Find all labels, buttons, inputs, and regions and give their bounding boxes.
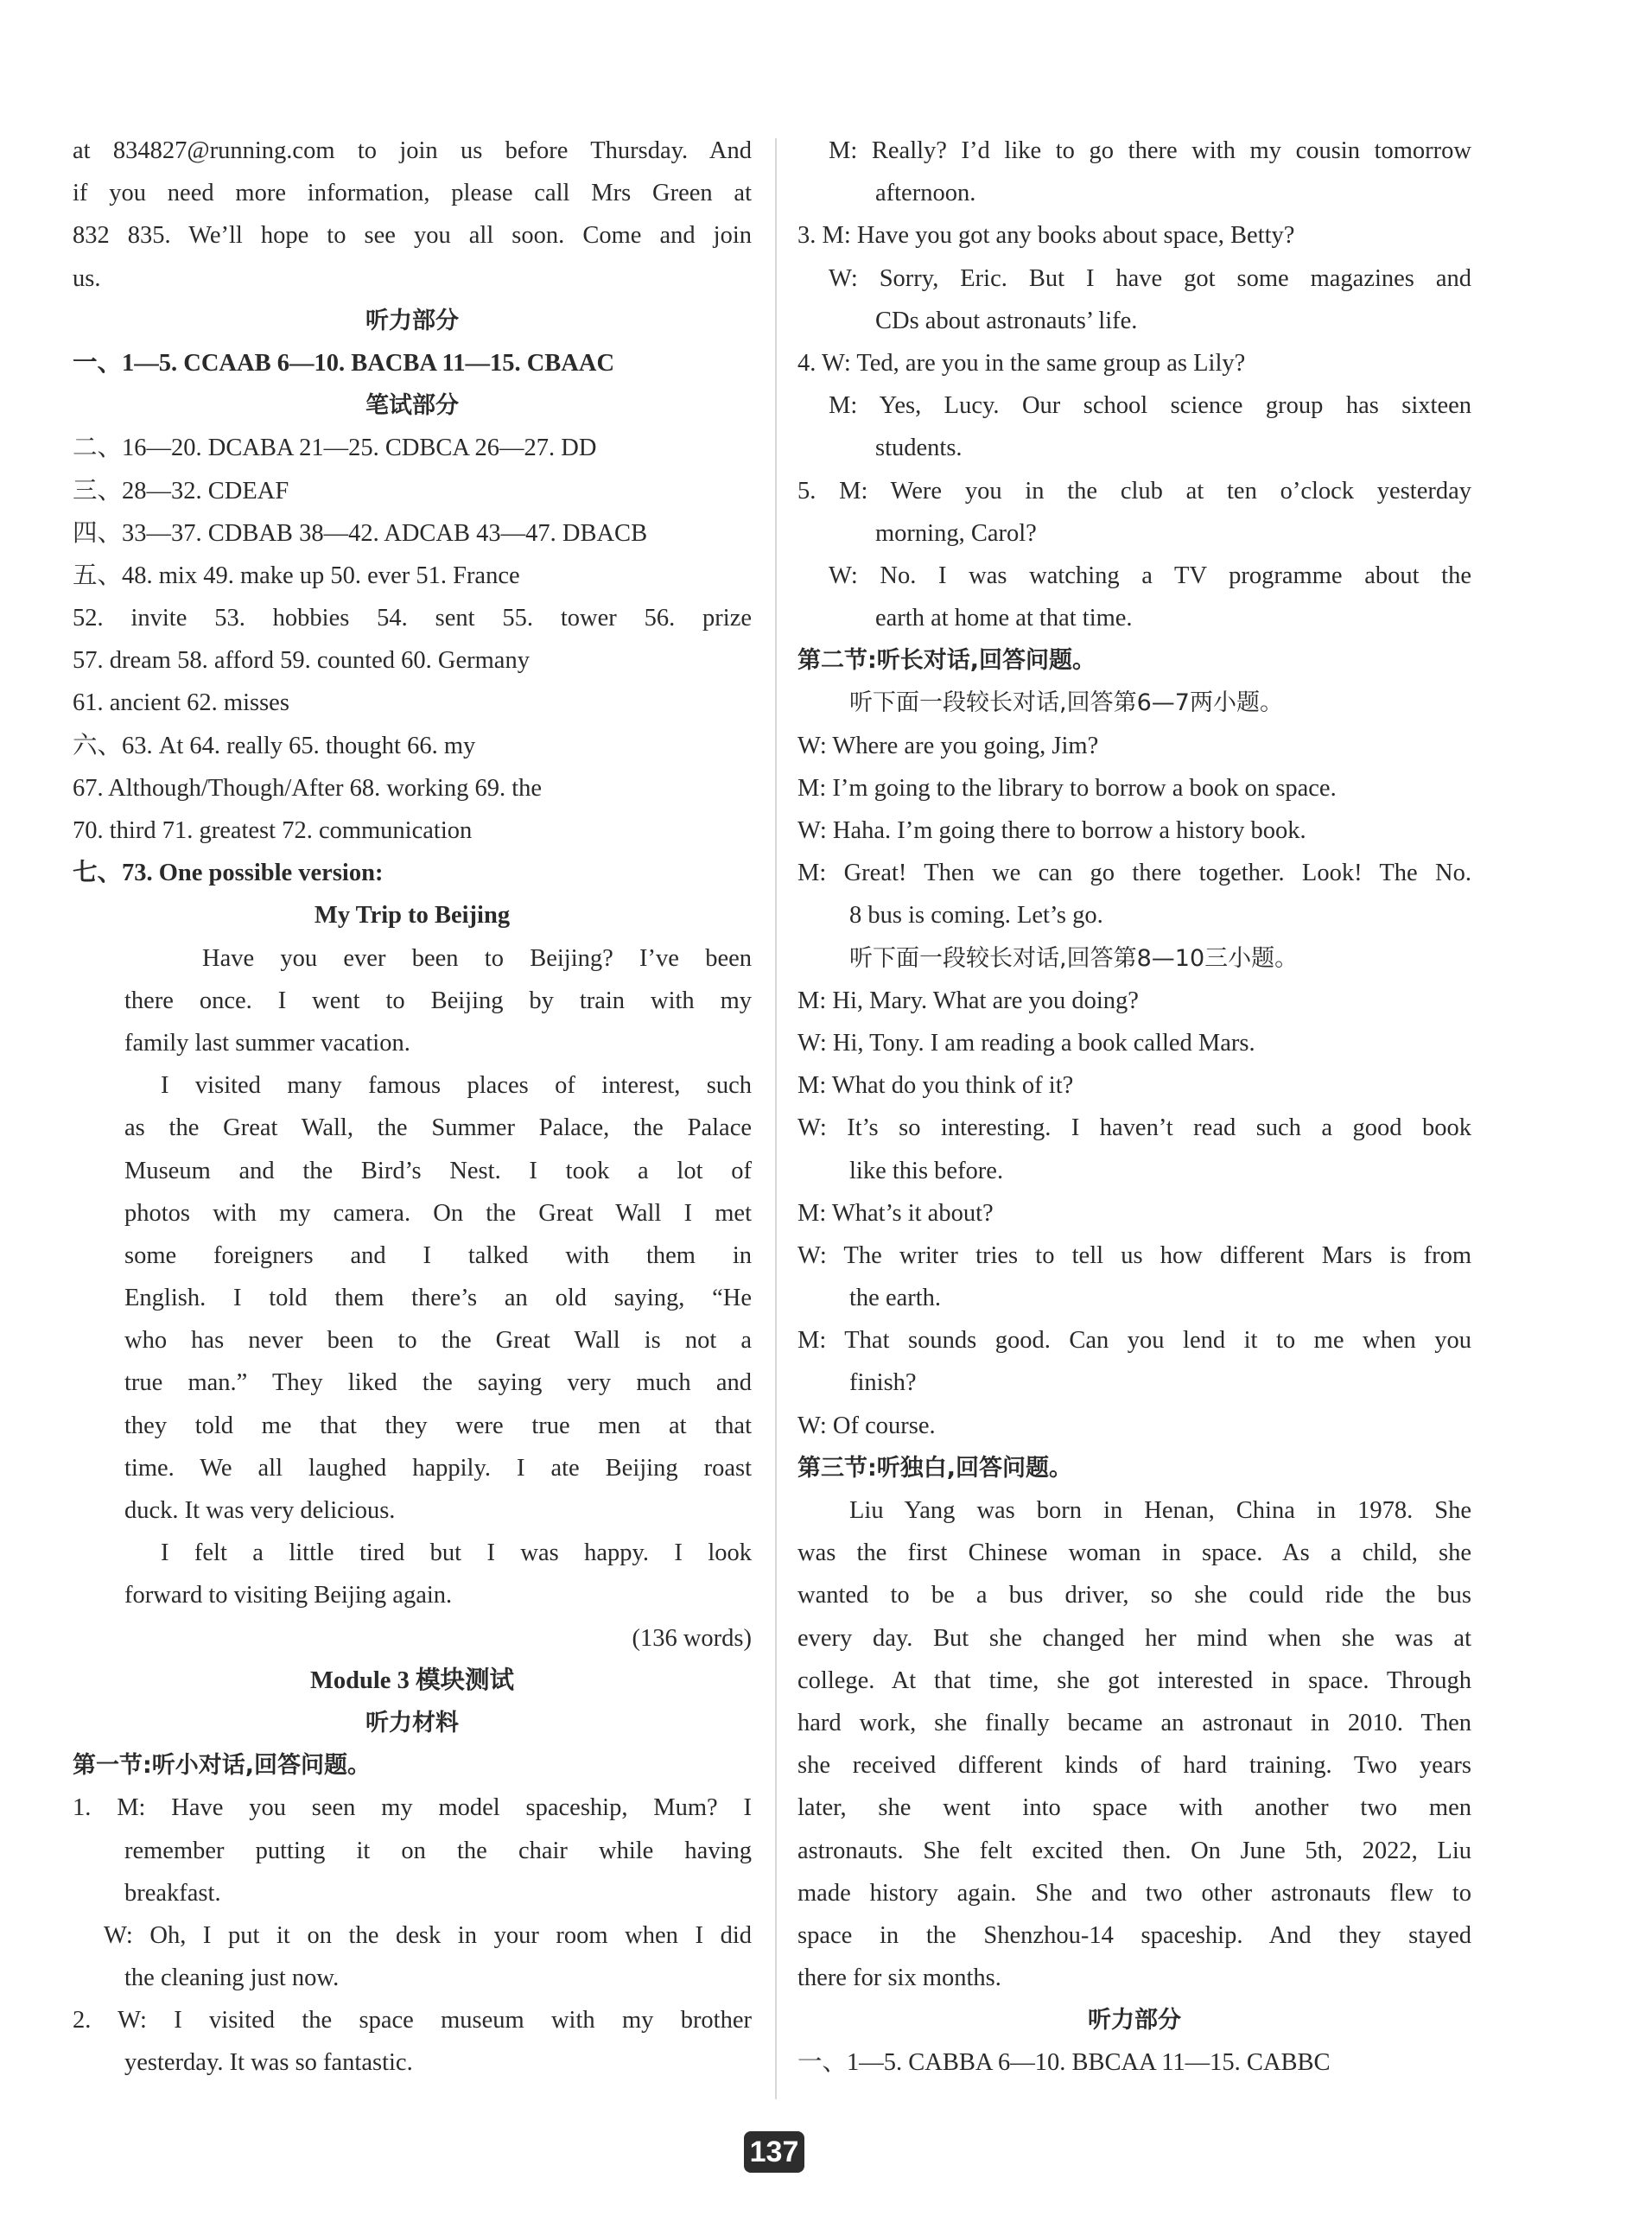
text-line: college. At that time, she got interested in space. Through [797,1666,1471,1694]
text-line: 52. invite 53. hobbies 54. sent 55. tower 56. prize [73,605,752,632]
text-line: students. [875,435,963,462]
text-line: English. I told them there’s an old saying, “He [124,1285,752,1312]
text-line: family last summer vacation. [124,1029,410,1057]
text-line: space in the Shenzhou-14 spaceship. And they stayed [797,1921,1471,1949]
text-line: hard work, she finally became an astronaut in 2010. Then [797,1709,1471,1736]
text-line: 二、16—20. DCABA 21—25. CDBCA 26—27. DD [73,435,597,462]
text-line: 六、63. At 64. really 65. thought 66. my [73,732,476,759]
text-line: 五、48. mix 49. make up 50. ever 51. France [73,562,520,589]
text-line: wanted to be a bus driver, so she could ride the bus [797,1582,1471,1609]
text-line: M: What’s it about? [797,1199,994,1227]
text-line: W: Where are you going, Jim? [797,732,1099,759]
text-line: later, she went into space with another two men [797,1794,1471,1822]
text-line: 5. M: Were you in the club at ten o’clock yesterday [797,477,1471,505]
text-line: W: Hi, Tony. I am reading a book called Mars. [797,1029,1255,1057]
text-line: some foreigners and I talked with them in [124,1241,752,1269]
right-column [797,130,1471,2085]
text-line: W: Haha. I’m going there to borrow a history book. [797,817,1306,844]
text-line: 听下面一段较长对话,回答第6—7两小题。 [849,689,1283,717]
text-line: W: No. I was watching a TV programme about the [829,562,1471,589]
text-line: Liu Yang was born in Henan, China in 1978. She [849,1497,1471,1524]
text-line: every day. But she changed her mind when she was at [797,1624,1471,1652]
text-line: 听力材料 [365,1709,459,1736]
text-line: was the first Chinese woman in space. As a child, she [797,1539,1471,1567]
text-line: she received different kinds of hard training. Two years [797,1752,1471,1780]
text-line: remember putting it on the chair while having [124,1837,752,1864]
text-line: morning, Carol? [875,519,1037,547]
text-line: 七、73. One possible version: [73,860,384,887]
text-line: W: The writer tries to tell us how different Mars is from [797,1241,1471,1269]
text-line: forward to visiting Beijing again. [124,1582,453,1609]
text-line: the earth. [849,1285,942,1312]
text-line: made history again. She and two other astronauts flew to [797,1879,1471,1907]
text-line: time. We all laughed happily. I ate Beijing roast [124,1454,752,1482]
text-line: 67. Although/Though/After 68. working 69. the [73,774,543,802]
text-line: they told me that they were true men at that [124,1412,752,1439]
text-line: 2. W: I visited the space museum with my brother [73,2007,752,2034]
text-line: 3. M: Have you got any books about space, Betty? [797,222,1295,250]
text-line: M: Yes, Lucy. Our school science group has sixteen [829,392,1471,420]
text-line: 4. W: Ted, are you in the same group as Lily? [797,349,1246,377]
text-line: at 834827@running.com to join us before Thursday. And [73,137,752,164]
text-line: M: That sounds good. Can you lend it to me when you [797,1327,1471,1355]
text-line: like this before. [849,1157,1004,1184]
column-divider [775,138,777,2099]
text-line: 笔试部分 [365,392,459,420]
text-line: 8 bus is coming. Let’s go. [849,902,1103,930]
text-line: duck. It was very delicious. [124,1497,396,1524]
text-line: who has never been to the Great Wall is not a [124,1327,752,1355]
text-line: M: What do you think of it? [797,1072,1074,1100]
text-line: finish? [849,1369,917,1397]
text-line: Module 3 模块测试 [310,1666,514,1694]
text-line: W: Oh, I put it on the desk in your room when I did [104,1921,752,1949]
text-line: 70. third 71. greatest 72. communication [73,817,473,844]
text-line: photos with my camera. On the Great Wall I met [124,1199,752,1227]
text-line: 听力部分 [1088,2007,1181,2034]
text-line: (136 words) [632,1624,752,1652]
text-line: W: Sorry, Eric. But I have got some magazines and [829,264,1471,292]
text-line: us. [73,264,101,292]
text-line: true man.” They liked the saying very much and [124,1369,752,1397]
text-line: 第二节:听长对话,回答问题。 [797,647,1096,675]
text-line: My Trip to Beijing [314,902,511,930]
text-line: as the Great Wall, the Summer Palace, the Palace [124,1114,752,1142]
text-line: Museum and the Bird’s Nest. I took a lot of [124,1157,752,1184]
text-line: 四、33—37. CDBAB 38—42. ADCAB 43—47. DBACB [73,519,648,547]
text-line: 61. ancient 62. misses [73,689,289,717]
text-line: CDs about astronauts’ life. [875,307,1138,334]
text-line: the cleaning just now. [124,1965,340,1992]
text-line: afternoon. [875,180,976,207]
text-line: M: Really? I’d like to go there with my cousin tomorrow [829,137,1471,164]
text-line: 听力部分 [365,307,459,334]
text-line: 第一节:听小对话,回答问题。 [73,1752,372,1780]
text-line: M: Great! Then we can go there together. Look! The No. [797,860,1471,887]
text-line: 一、1—5. CABBA 6—10. BBCAA 11—15. CABBC [797,2049,1331,2077]
text-line: there once. I went to Beijing by train with my [124,987,752,1014]
text-line: 听下面一段较长对话,回答第8—10三小题。 [849,944,1299,972]
text-line: I felt a little tired but I was happy. I look [161,1539,752,1567]
text-line: 1. M: Have you seen my model spaceship, Mum? I [73,1794,752,1822]
text-line: M: I’m going to the library to borrow a book on space. [797,774,1337,802]
text-line: earth at home at that time. [875,605,1133,632]
text-line: 832 835. We’ll hope to see you all soon. Come and join [73,222,752,250]
left-column [73,130,752,2085]
text-line: astronauts. She felt excited then. On June 5th, 2022, Liu [797,1837,1471,1864]
text-line: 一、1—5. CCAAB 6—10. BACBA 11—15. CBAAC [73,349,615,377]
text-line: Have you ever been to Beijing? I’ve been [202,944,752,972]
page-number: 137 [744,2131,804,2173]
text-line: there for six months. [797,1965,1001,1992]
text-line: W: It’s so interesting. I haven’t read such a good book [797,1114,1471,1142]
text-line: 57. dream 58. afford 59. counted 60. Germany [73,647,530,675]
text-line: if you need more information, please call Mrs Green at [73,180,752,207]
text-line: W: Of course. [797,1412,936,1439]
text-line: 三、28—32. CDEAF [73,477,289,505]
text-line: yesterday. It was so fantastic. [124,2049,413,2077]
text-line: M: Hi, Mary. What are you doing? [797,987,1139,1014]
text-line: 第三节:听独白,回答问题。 [797,1454,1073,1482]
text-line: breakfast. [124,1879,221,1907]
text-line: I visited many famous places of interest, such [161,1072,752,1100]
